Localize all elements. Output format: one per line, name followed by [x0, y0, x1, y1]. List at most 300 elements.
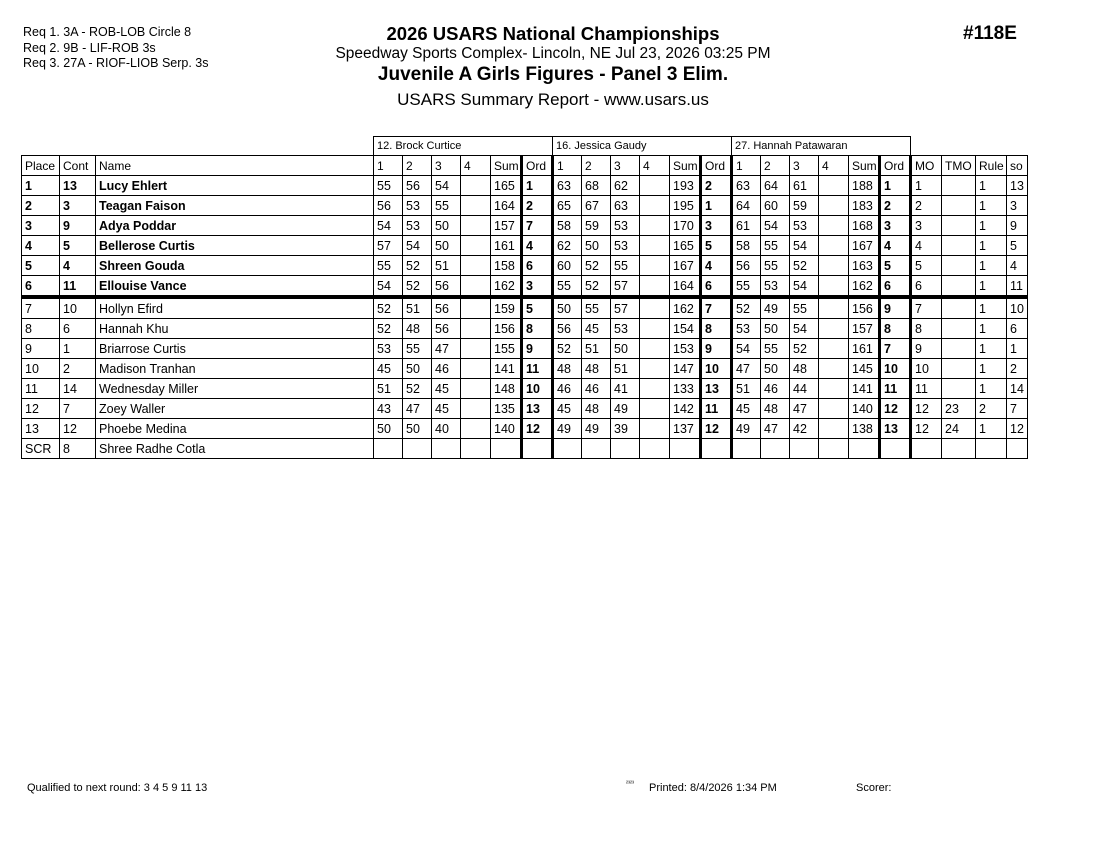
j1-score-3-cell: 56	[432, 276, 461, 298]
j2-ordinal-cell: 4	[701, 256, 732, 276]
j3-sum-cell	[849, 439, 880, 459]
mo-cell: 12	[911, 419, 942, 439]
j3-score-3-cell: 47	[790, 399, 819, 419]
j2-score-2-cell: 46	[582, 379, 611, 399]
rule-cell: 1	[976, 196, 1007, 216]
skater-name-cell: Briarrose Curtis	[96, 339, 374, 359]
col-j3-s2: 2	[761, 156, 790, 176]
tmo-cell	[942, 236, 976, 256]
j1-ordinal-cell: 13	[522, 399, 553, 419]
j3-score-3-cell	[790, 439, 819, 459]
j3-score-1-cell: 54	[732, 339, 761, 359]
j3-score-3-cell: 42	[790, 419, 819, 439]
contestant-number-cell: 10	[60, 297, 96, 319]
j2-score-1-cell: 55	[553, 276, 582, 298]
j3-score-1-cell: 49	[732, 419, 761, 439]
j3-score-3-cell: 61	[790, 176, 819, 196]
j3-score-3-cell: 55	[790, 297, 819, 319]
j2-score-1-cell: 52	[553, 339, 582, 359]
j2-sum-cell: 142	[670, 399, 701, 419]
report-title: 2026 USARS National Championships	[386, 23, 720, 44]
j3-score-4-cell	[819, 439, 849, 459]
j3-sum-cell: 156	[849, 297, 880, 319]
j2-score-4-cell	[640, 399, 670, 419]
j1-score-1-cell: 51	[374, 379, 403, 399]
tmo-cell	[942, 276, 976, 298]
j2-score-3-cell: 57	[611, 276, 640, 298]
report-subtitle: USARS Summary Report - www.usars.us	[397, 90, 709, 109]
j1-score-3-cell: 46	[432, 359, 461, 379]
table-row	[22, 297, 1028, 319]
j2-score-4-cell	[640, 319, 670, 339]
event-number: #118E	[963, 23, 1017, 44]
j1-score-3-cell: 40	[432, 419, 461, 439]
contestant-number-cell: 8	[60, 439, 96, 459]
j1-ordinal-cell: 6	[522, 256, 553, 276]
j1-score-2-cell: 55	[403, 339, 432, 359]
so-cell: 3	[1007, 196, 1028, 216]
j1-score-1-cell: 54	[374, 276, 403, 298]
rule-cell: 1	[976, 176, 1007, 196]
j2-score-2-cell: 68	[582, 176, 611, 196]
j2-score-4-cell	[640, 297, 670, 319]
j1-score-2-cell: 51	[403, 297, 432, 319]
j1-score-4-cell	[461, 297, 491, 319]
j1-ordinal-cell: 5	[522, 297, 553, 319]
j1-score-4-cell	[461, 256, 491, 276]
table-row	[22, 419, 1028, 439]
j1-sum-cell: 148	[491, 379, 522, 399]
col-j1-sum: Sum	[491, 156, 522, 176]
skater-name-cell: Zoey Waller	[96, 399, 374, 419]
j3-ordinal-cell: 5	[880, 256, 911, 276]
j1-score-2-cell	[403, 439, 432, 459]
j1-score-2-cell: 52	[403, 256, 432, 276]
j3-score-2-cell	[761, 439, 790, 459]
mo-cell: 9	[911, 339, 942, 359]
j2-score-3-cell: 53	[611, 216, 640, 236]
j1-ordinal-cell: 11	[522, 359, 553, 379]
skater-name-cell: Hollyn Efird	[96, 297, 374, 319]
contestant-number-cell: 4	[60, 256, 96, 276]
j2-sum-cell: 153	[670, 339, 701, 359]
j1-score-1-cell: 55	[374, 176, 403, 196]
j1-score-2-cell: 54	[403, 236, 432, 256]
j2-score-1-cell: 58	[553, 216, 582, 236]
j2-ordinal-cell	[701, 439, 732, 459]
table-row	[22, 216, 1028, 236]
j3-score-1-cell: 56	[732, 256, 761, 276]
j2-sum-cell: 164	[670, 276, 701, 298]
j2-sum-cell: 162	[670, 297, 701, 319]
j2-sum-cell: 133	[670, 379, 701, 399]
place-cell: 13	[22, 419, 60, 439]
j3-ordinal-cell: 6	[880, 276, 911, 298]
place-cell: 3	[22, 216, 60, 236]
j3-sum-cell: 183	[849, 196, 880, 216]
place-cell: SCR	[22, 439, 60, 459]
col-j1-s3: 3	[432, 156, 461, 176]
so-cell: 5	[1007, 236, 1028, 256]
j2-score-3-cell: 63	[611, 196, 640, 216]
j1-score-3-cell: 55	[432, 196, 461, 216]
col-j3-sum: Sum	[849, 156, 880, 176]
j2-score-2-cell: 48	[582, 399, 611, 419]
j1-score-3-cell: 45	[432, 399, 461, 419]
rule-cell: 1	[976, 419, 1007, 439]
tmo-cell	[942, 339, 976, 359]
j3-score-1-cell: 58	[732, 236, 761, 256]
mo-cell: 8	[911, 319, 942, 339]
mo-cell: 12	[911, 399, 942, 419]
skater-name-cell: Hannah Khu	[96, 319, 374, 339]
j1-ordinal-cell: 10	[522, 379, 553, 399]
j3-score-1-cell: 63	[732, 176, 761, 196]
mo-cell: 7	[911, 297, 942, 319]
tmo-cell	[942, 176, 976, 196]
contestant-number-cell: 5	[60, 236, 96, 256]
place-cell: 9	[22, 339, 60, 359]
so-cell: 2	[1007, 359, 1028, 379]
j1-sum-cell: 155	[491, 339, 522, 359]
j2-score-3-cell	[611, 439, 640, 459]
j1-sum-cell: 141	[491, 359, 522, 379]
j1-score-1-cell: 55	[374, 256, 403, 276]
table-row	[22, 359, 1028, 379]
j3-score-4-cell	[819, 236, 849, 256]
j1-sum-cell	[491, 439, 522, 459]
j3-score-4-cell	[819, 419, 849, 439]
j3-score-4-cell	[819, 379, 849, 399]
j3-ordinal-cell: 2	[880, 196, 911, 216]
j2-score-4-cell	[640, 339, 670, 359]
j2-score-2-cell: 52	[582, 276, 611, 298]
j3-score-1-cell: 45	[732, 399, 761, 419]
j3-score-1-cell: 52	[732, 297, 761, 319]
j3-score-3-cell: 48	[790, 359, 819, 379]
j1-score-4-cell	[461, 276, 491, 298]
j1-score-3-cell: 51	[432, 256, 461, 276]
table-row	[22, 256, 1028, 276]
j3-ordinal-cell: 10	[880, 359, 911, 379]
j2-score-1-cell	[553, 439, 582, 459]
j1-score-3-cell: 50	[432, 236, 461, 256]
skater-name-cell: Wednesday Miller	[96, 379, 374, 399]
j1-score-4-cell	[461, 339, 491, 359]
j3-score-4-cell	[819, 216, 849, 236]
j3-sum-cell: 161	[849, 339, 880, 359]
contestant-number-cell: 11	[60, 276, 96, 298]
mo-cell: 10	[911, 359, 942, 379]
j3-sum-cell: 145	[849, 359, 880, 379]
j1-ordinal-cell: 4	[522, 236, 553, 256]
j2-score-1-cell: 62	[553, 236, 582, 256]
j1-sum-cell: 157	[491, 216, 522, 236]
j1-ordinal-cell: 3	[522, 276, 553, 298]
tmo-cell	[942, 297, 976, 319]
rule-cell: 1	[976, 216, 1007, 236]
so-cell	[1007, 439, 1028, 459]
mo-cell: 2	[911, 196, 942, 216]
tmo-cell: 23	[942, 399, 976, 419]
j3-score-3-cell: 53	[790, 216, 819, 236]
j2-ordinal-cell: 5	[701, 236, 732, 256]
j2-score-2-cell	[582, 439, 611, 459]
qualified-list: Qualified to next round: 3 4 5 9 11 13	[27, 782, 208, 794]
j1-score-2-cell: 53	[403, 196, 432, 216]
j3-score-3-cell: 54	[790, 319, 819, 339]
j2-sum-cell: 147	[670, 359, 701, 379]
j1-score-1-cell: 52	[374, 297, 403, 319]
j3-sum-cell: 157	[849, 319, 880, 339]
rule-cell: 1	[976, 319, 1007, 339]
j2-score-4-cell	[640, 276, 670, 298]
so-cell: 12	[1007, 419, 1028, 439]
j2-score-2-cell: 49	[582, 419, 611, 439]
j3-score-2-cell: 50	[761, 359, 790, 379]
table-row	[22, 236, 1028, 256]
j3-score-4-cell	[819, 176, 849, 196]
j2-score-4-cell	[640, 439, 670, 459]
col-j2-s3: 3	[611, 156, 640, 176]
skater-name-cell: Phoebe Medina	[96, 419, 374, 439]
j1-score-3-cell: 47	[432, 339, 461, 359]
column-header-row	[22, 156, 1028, 176]
rule-cell: 1	[976, 236, 1007, 256]
tmo-cell	[942, 196, 976, 216]
j1-score-3-cell: 56	[432, 319, 461, 339]
tmo-cell: 24	[942, 419, 976, 439]
j3-sum-cell: 141	[849, 379, 880, 399]
j1-score-1-cell: 43	[374, 399, 403, 419]
tmo-cell	[942, 439, 976, 459]
j3-sum-cell: 168	[849, 216, 880, 236]
j2-ordinal-cell: 6	[701, 276, 732, 298]
j3-score-3-cell: 54	[790, 276, 819, 298]
j3-ordinal-cell: 8	[880, 319, 911, 339]
j1-score-3-cell: 50	[432, 216, 461, 236]
j2-score-1-cell: 56	[553, 319, 582, 339]
j3-score-2-cell: 49	[761, 297, 790, 319]
rule-cell: 2	[976, 399, 1007, 419]
j2-score-2-cell: 50	[582, 236, 611, 256]
table-row	[22, 439, 1028, 459]
j1-sum-cell: 140	[491, 419, 522, 439]
table-row	[22, 319, 1028, 339]
col-j2-s4: 4	[640, 156, 670, 176]
j1-score-3-cell	[432, 439, 461, 459]
j2-sum-cell: 137	[670, 419, 701, 439]
j2-ordinal-cell: 7	[701, 297, 732, 319]
j3-ordinal-cell: 4	[880, 236, 911, 256]
j2-ordinal-cell: 13	[701, 379, 732, 399]
j2-ordinal-cell: 9	[701, 339, 732, 359]
j3-score-4-cell	[819, 256, 849, 276]
event-name: Juvenile A Girls Figures - Panel 3 Elim.	[377, 64, 729, 85]
rule-cell: 1	[976, 379, 1007, 399]
printed-timestamp: Printed: 8/4/2026 1:34 PM	[649, 782, 777, 794]
j3-score-4-cell	[819, 276, 849, 298]
j3-sum-cell: 162	[849, 276, 880, 298]
j3-sum-cell: 163	[849, 256, 880, 276]
mo-cell: 3	[911, 216, 942, 236]
contestant-number-cell: 6	[60, 319, 96, 339]
j1-score-2-cell: 52	[403, 276, 432, 298]
j1-score-1-cell: 52	[374, 319, 403, 339]
j3-score-2-cell: 55	[761, 236, 790, 256]
so-cell: 7	[1007, 399, 1028, 419]
col-j1-s1: 1	[374, 156, 403, 176]
tmo-cell	[942, 216, 976, 236]
j3-ordinal-cell: 7	[880, 339, 911, 359]
j3-ordinal-cell: 11	[880, 379, 911, 399]
so-cell: 9	[1007, 216, 1028, 236]
judge-2-name: 16. Jessica Gaudy	[553, 137, 732, 156]
j3-score-4-cell	[819, 339, 849, 359]
tmo-cell	[942, 359, 976, 379]
j1-score-4-cell	[461, 399, 491, 419]
j2-ordinal-cell: 1	[701, 196, 732, 216]
so-cell: 6	[1007, 319, 1028, 339]
skater-name-cell: Ellouise Vance	[96, 276, 374, 298]
skater-name-cell: Bellerose Curtis	[96, 236, 374, 256]
j2-score-3-cell: 53	[611, 319, 640, 339]
j1-ordinal-cell: 8	[522, 319, 553, 339]
j3-score-1-cell: 47	[732, 359, 761, 379]
rule-cell: 1	[976, 359, 1007, 379]
j1-score-4-cell	[461, 319, 491, 339]
place-cell: 4	[22, 236, 60, 256]
j1-sum-cell: 156	[491, 319, 522, 339]
j2-score-4-cell	[640, 256, 670, 276]
j3-score-1-cell: 55	[732, 276, 761, 298]
j2-score-1-cell: 50	[553, 297, 582, 319]
j3-score-4-cell	[819, 319, 849, 339]
j1-sum-cell: 158	[491, 256, 522, 276]
j2-score-3-cell: 39	[611, 419, 640, 439]
j1-score-4-cell	[461, 176, 491, 196]
j2-score-2-cell: 55	[582, 297, 611, 319]
j2-score-3-cell: 53	[611, 236, 640, 256]
j1-score-1-cell: 53	[374, 339, 403, 359]
j1-sum-cell: 164	[491, 196, 522, 216]
table-row	[22, 176, 1028, 196]
judge-1-name: 12. Brock Curtice	[374, 137, 553, 156]
table-row	[22, 196, 1028, 216]
rule-cell: 1	[976, 256, 1007, 276]
table-row	[22, 339, 1028, 359]
j3-score-2-cell: 47	[761, 419, 790, 439]
j1-score-1-cell: 56	[374, 196, 403, 216]
j2-ordinal-cell: 2	[701, 176, 732, 196]
place-cell: 5	[22, 256, 60, 276]
j1-score-1-cell: 54	[374, 216, 403, 236]
table-row	[22, 276, 1028, 298]
place-cell: 2	[22, 196, 60, 216]
j2-score-1-cell: 46	[553, 379, 582, 399]
j3-score-3-cell: 52	[790, 339, 819, 359]
rule-cell: 1	[976, 297, 1007, 319]
so-cell: 10	[1007, 297, 1028, 319]
j3-score-1-cell: 64	[732, 196, 761, 216]
j1-sum-cell: 165	[491, 176, 522, 196]
j2-score-2-cell: 51	[582, 339, 611, 359]
j2-score-3-cell: 62	[611, 176, 640, 196]
j2-sum-cell: 193	[670, 176, 701, 196]
j3-score-2-cell: 53	[761, 276, 790, 298]
j3-sum-cell: 188	[849, 176, 880, 196]
venue-line: Speedway Sports Complex- Lincoln, NE Jul 23, 2026 03:25 PM	[335, 45, 771, 62]
results-table	[21, 136, 1028, 459]
skater-name-cell: Shree Radhe Cotla	[96, 439, 374, 459]
j3-score-2-cell: 64	[761, 176, 790, 196]
rule-cell: 1	[976, 339, 1007, 359]
table-row	[22, 379, 1028, 399]
place-cell: 8	[22, 319, 60, 339]
j1-score-1-cell: 45	[374, 359, 403, 379]
j2-score-4-cell	[640, 419, 670, 439]
j2-sum-cell: 165	[670, 236, 701, 256]
j2-score-2-cell: 67	[582, 196, 611, 216]
mo-cell: 11	[911, 379, 942, 399]
j1-score-2-cell: 52	[403, 379, 432, 399]
j2-score-2-cell: 45	[582, 319, 611, 339]
j1-score-4-cell	[461, 439, 491, 459]
j1-sum-cell: 162	[491, 276, 522, 298]
j3-score-1-cell: 61	[732, 216, 761, 236]
rule-cell: 1	[976, 276, 1007, 298]
tmo-cell	[942, 256, 976, 276]
j2-score-3-cell: 49	[611, 399, 640, 419]
j2-ordinal-cell: 11	[701, 399, 732, 419]
col-j3-s1: 1	[732, 156, 761, 176]
j2-ordinal-cell: 10	[701, 359, 732, 379]
j3-score-4-cell	[819, 399, 849, 419]
j2-score-4-cell	[640, 379, 670, 399]
col-j3-s3: 3	[790, 156, 819, 176]
skater-name-cell: Adya Poddar	[96, 216, 374, 236]
j3-score-3-cell: 59	[790, 196, 819, 216]
contestant-number-cell: 3	[60, 196, 96, 216]
mo-cell: 4	[911, 236, 942, 256]
j3-score-2-cell: 50	[761, 319, 790, 339]
requirement-2: Req 2. 9B - LIF-ROB 3s	[23, 40, 156, 55]
print-code: ²³²³	[626, 781, 634, 787]
place-cell: 6	[22, 276, 60, 298]
j2-ordinal-cell: 8	[701, 319, 732, 339]
j2-score-1-cell: 45	[553, 399, 582, 419]
j3-score-3-cell: 54	[790, 236, 819, 256]
judge-header-row	[22, 137, 1028, 156]
j2-score-4-cell	[640, 196, 670, 216]
place-cell: 12	[22, 399, 60, 419]
j2-sum-cell: 195	[670, 196, 701, 216]
j2-score-4-cell	[640, 216, 670, 236]
col-j3-ord: Ord	[880, 156, 911, 176]
so-cell: 4	[1007, 256, 1028, 276]
j1-ordinal-cell: 7	[522, 216, 553, 236]
j1-score-4-cell	[461, 236, 491, 256]
col-j3-s4: 4	[819, 156, 849, 176]
j2-ordinal-cell: 3	[701, 216, 732, 236]
j2-score-1-cell: 63	[553, 176, 582, 196]
j2-score-2-cell: 48	[582, 359, 611, 379]
tmo-cell	[942, 379, 976, 399]
j3-score-2-cell: 55	[761, 256, 790, 276]
j2-sum-cell: 154	[670, 319, 701, 339]
j1-score-1-cell: 50	[374, 419, 403, 439]
mo-cell: 1	[911, 176, 942, 196]
